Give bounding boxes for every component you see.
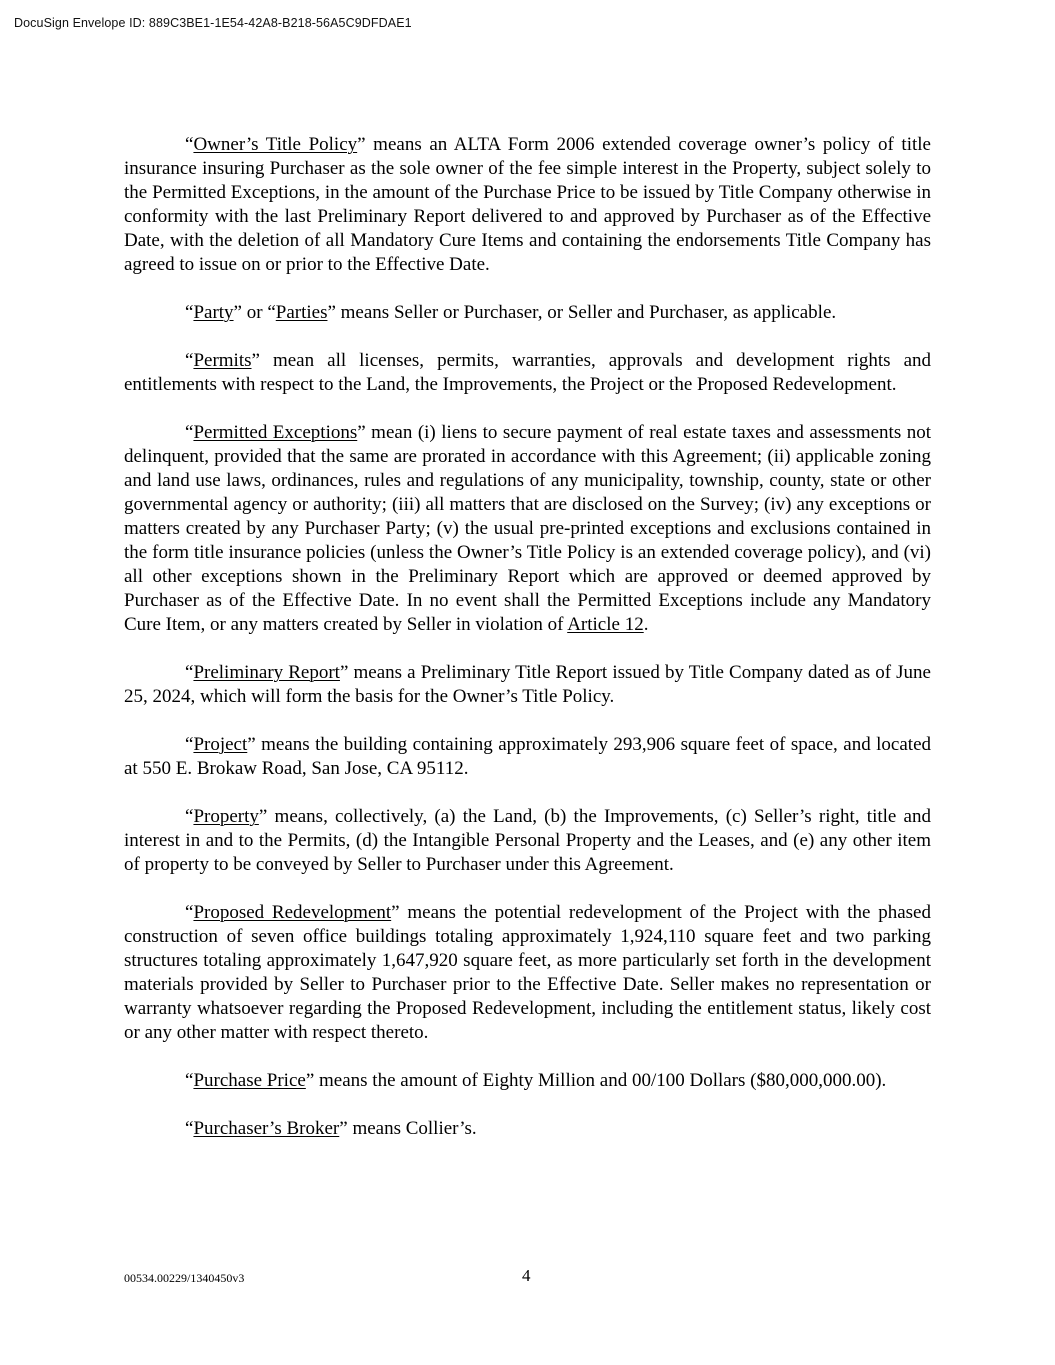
definition-body: means the potential redevelopment of the Project with the phased construction of seven office buildings totaling approximately 1,924,110 square feet and two parking structures totaling approximately 1,647,920 square feet, as more particularly set forth in the development materials provided by Seller to Purchaser prior to the Effective Date. Seller makes no representation or warranty whatsoever regarding the Proposed Redevelopment, including the entitlement status, likely cost or any other matter with respect thereto. <box>124 902 931 1043</box>
definition-purchasers-broker: “Purchaser’s Broker” means Collier’s. <box>185 1118 477 1139</box>
definition-preliminary-report: “Preliminary Report” means a Preliminary Title Report issued by Title Company dated as of June 25, 2024, which will form the basis for the Owner’s Title Policy. <box>124 662 931 707</box>
definition-owners-title-policy: “Owner’s Title Policy” means an ALTA Form 2006 extended coverage owner’s policy of title insurance insuring Purchaser as the sole owner of the fee simple interest in the Property, subject solely to the Permitted Exceptions, in the amount of the Purchase Price to be issued by Title Company otherwise in conformity with the last Preliminary Report delivered to and approved by Purchaser as of the Effective Date, with the deletion of all Mandatory Cure Items and containing the endorsements Title Company has agreed to issue on or prior to the Effective Date. <box>124 134 931 275</box>
defined-term: Owner’s Title Policy <box>193 134 358 155</box>
page-number: 4 <box>522 1266 531 1285</box>
definition-project: “Project” means the building containing approximately 293,906 square feet of space, and located at 550 E. Brokaw Road, San Jose, CA 95112. <box>124 734 931 779</box>
definition-connector: or <box>241 302 268 323</box>
definition-body: mean (i) liens to secure payment of real estate taxes and assessments not delinquent, provided that the same are prorated in accordance with this Agreement; (ii) applicable zoning and land use laws, ordinances, rules and regulations of any municipality, township, county, state or other governmental agency or authority; (iii) all matters that are disclosed on the Survey; (iv) any exceptions or matters created by any Purchaser Party; (v) the usual pre-printed exceptions and exclusions contained in the form title insurance policies (unless the Owner’s Title Policy is an extended coverage policy), and (vi) all other exceptions shown in the Preliminary Report which are approved or deemed approved by Purchaser as of the Effective Date. In no event shall the Permitted Exceptions include any Mandatory Cure Item, or any matters created by Seller in violation of <box>124 422 931 635</box>
definition-body: means a Preliminary Title Report issued by Title Company dated as of June 25, 2024, which will form the basis for the Owner’s Title Policy. <box>124 662 931 707</box>
defined-term: Purchaser’s Broker <box>193 1118 340 1139</box>
definitions-section <box>124 133 931 1165</box>
definition-permitted-exceptions: “Permitted Exceptions” mean (i) liens to secure payment of real estate taxes and assessments not delinquent, provided that the same are prorated in accordance with this Agreement; (ii) applicable zoning and land use laws, ordinances, rules and regulations of any municipality, township, county, state or other governmental agency or authority; (iii) all matters that are disclosed on the Survey; (iv) any exceptions or matters created by any Purchaser Party; (v) the usual pre-printed exceptions and exclusions contained in the form title insurance policies (unless the Owner’s Title Policy is an extended coverage policy), and (vi) all other exceptions shown in the Preliminary Report which are approved or deemed approved by Purchaser as of the Effective Date. In no event shall the Permitted Exceptions include any Mandatory Cure Item, or any matters created by Seller in violation of Article 12. <box>124 422 931 635</box>
definition-purchase-price: “Purchase Price” means the amount of Eighty Million and 00/100 Dollars ($80,000,000.00). <box>185 1070 887 1091</box>
definition-body: means the building containing approximately 293,906 square feet of space, and located at 550 E. Brokaw Road, San Jose, CA 95112. <box>124 734 931 779</box>
definition-tail: . <box>643 614 649 635</box>
defined-term: Party <box>193 302 234 323</box>
definition-party: “Party” or “Parties” means Seller or Purchaser, or Seller and Purchaser, as applicable. <box>185 302 837 323</box>
definition-property: “Property” means, collectively, (a) the Land, (b) the Improvements, (c) Seller’s right, title and interest in and to the Permits, (d) the Intangible Personal Property and the Leases, and (e) any other item of property to be conveyed by Seller to Purchaser under this Agreement. <box>124 806 931 875</box>
defined-term: Purchase Price <box>193 1070 306 1091</box>
definition-body: means Collier’s. <box>347 1118 477 1139</box>
definition-body: means Seller or Purchaser, or Seller and Purchaser, as applicable. <box>335 302 837 323</box>
definition-body: means the amount of Eighty Million and 00/100 Dollars ($80,000,000.00). <box>314 1070 887 1091</box>
footer-document-id: 00534.00229/1340450v3 <box>124 1271 245 1285</box>
defined-term: Property <box>193 806 259 827</box>
definition-body: means an ALTA Form 2006 extended coverage owner’s policy of title insurance insuring Purchaser as the sole owner of the fee simple interest in the Property, subject solely to the Permitted Exceptions, in the amount of the Purchase Price to be issued by Title Company otherwise in conformity with the last Preliminary Report delivered to and approved by Purchaser as of the Effective Date, with the deletion of all Mandatory Cure Items and containing the endorsements Title Company has agreed to issue on or prior to the Effective Date. <box>124 134 931 275</box>
definition-proposed-redevelopment: “Proposed Redevelopment” means the potential redevelopment of the Project with the phased construction of seven office buildings totaling approximately 1,924,110 square feet and two parking structures totaling approximately 1,647,920 square feet, as more particularly set forth in the development materials provided by Seller to Purchaser prior to the Effective Date. Seller makes no representation or warranty whatsoever regarding the Proposed Redevelopment, including the entitlement status, likely cost or any other matter with respect thereto. <box>124 902 931 1043</box>
definition-body: means, collectively, (a) the Land, (b) the Improvements, (c) Seller’s right, title and interest in and to the Permits, (d) the Intangible Personal Property and the Leases, and (e) any other item of property to be conveyed by Seller to Purchaser under this Agreement. <box>124 806 931 875</box>
defined-term: Permitted Exceptions <box>193 422 358 443</box>
defined-term-alt: Parties <box>275 302 328 323</box>
article-reference-link[interactable]: Article 12 <box>567 614 644 635</box>
defined-term: Proposed Redevelopment <box>193 902 392 923</box>
docusign-envelope-id: DocuSign Envelope ID: 889C3BE1-1E54-42A8-B218-56A5C9DFDAE1 <box>14 16 412 30</box>
defined-term: Project <box>193 734 248 755</box>
defined-term: Preliminary Report <box>193 662 340 683</box>
definition-permits: “Permits” mean all licenses, permits, warranties, approvals and development rights and entitlements with respect to the Land, the Improvements, the Project or the Proposed Redevelopment. <box>124 350 931 395</box>
definition-body: mean all licenses, permits, warranties, approvals and development rights and entitlements with respect to the Land, the Improvements, the Project or the Proposed Redevelopment. <box>124 350 931 395</box>
defined-term: Permits <box>193 350 252 371</box>
